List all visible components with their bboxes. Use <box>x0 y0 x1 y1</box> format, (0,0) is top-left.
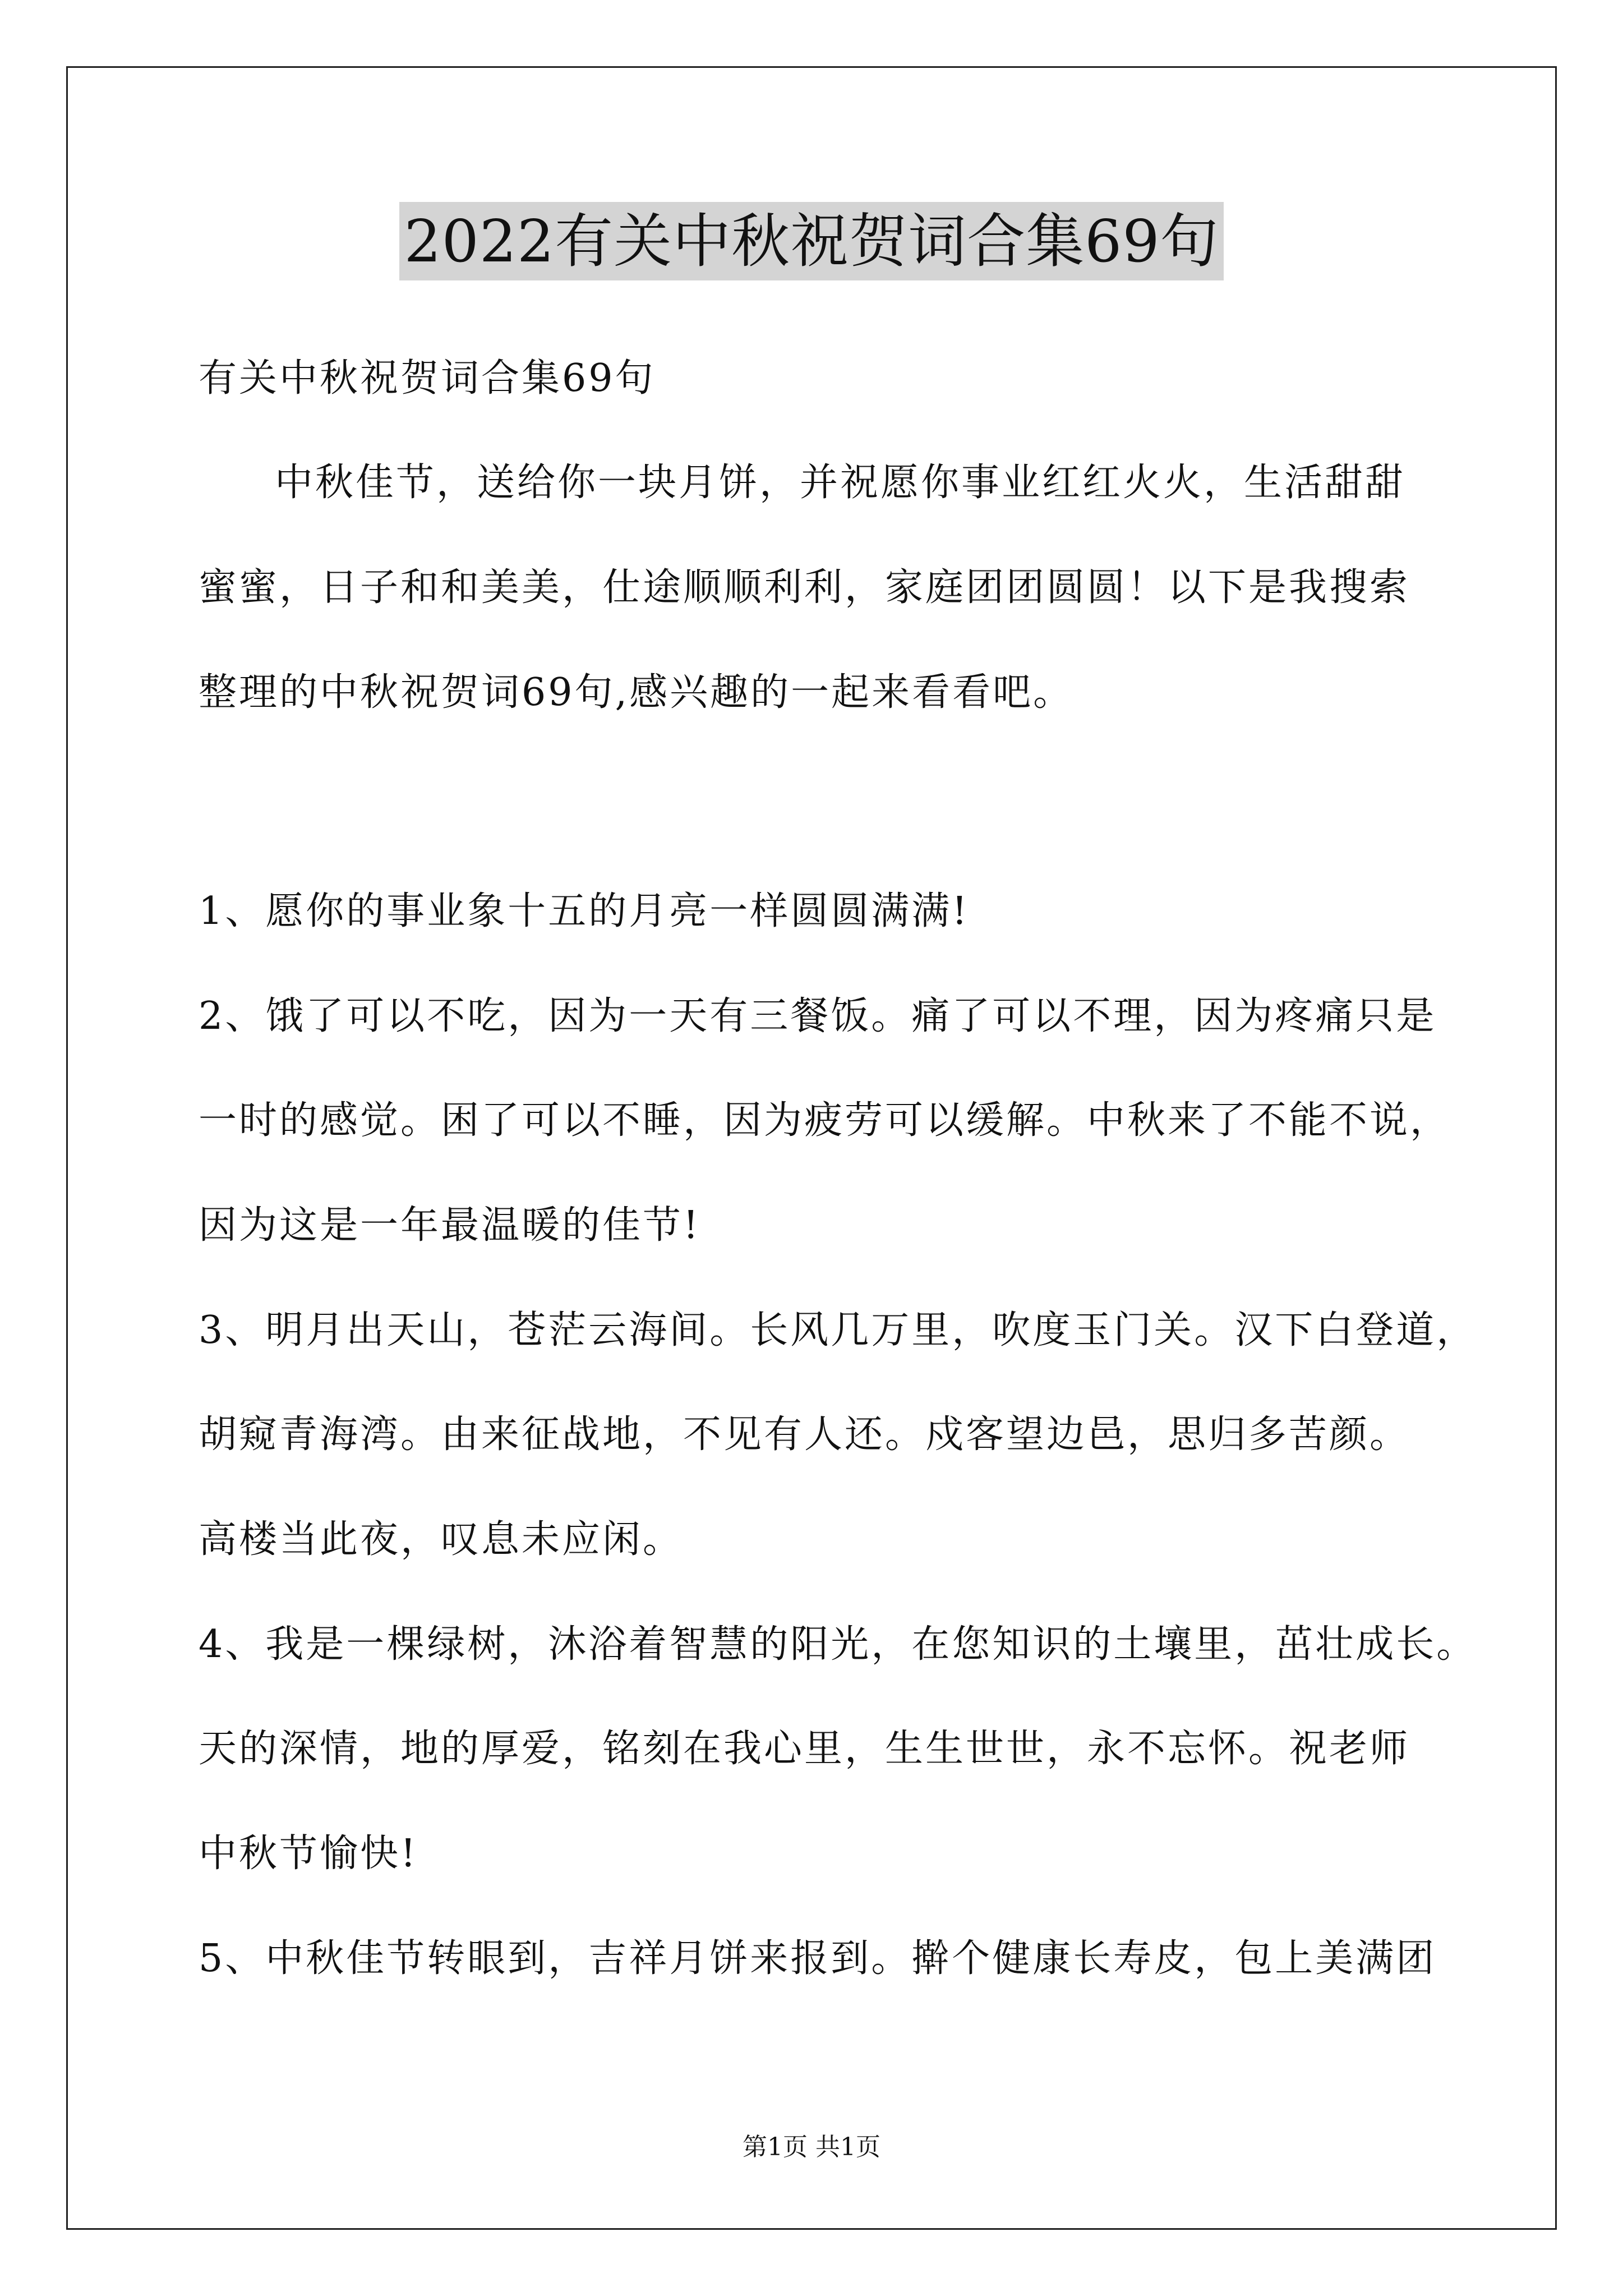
page-footer: 第1页 共1页 <box>743 2133 880 2161</box>
item-line: 5、中秋佳节转眼到，吉祥月饼来报到。擀个健康长寿皮，包上美满团 <box>199 1936 1437 1981</box>
item-line: 2、饿了可以不吃，因为一天有三餐饭。痛了可以不理，因为疼痛只是 <box>199 994 1437 1038</box>
item-line: 中秋节愉快! <box>199 1832 418 1876</box>
item-line: 一时的感觉。困了可以不睡，因为疲劳可以缓解。中秋来了不能不说， <box>199 1098 1451 1143</box>
intro-line: 蜜蜜，日子和和美美，仕途顺顺利利，家庭团团圆圆！以下是我搜索 <box>199 565 1410 610</box>
title-container <box>0 202 1623 280</box>
item-line: 1、愿你的事业象十五的月亮一样圆圆满满! <box>199 889 970 933</box>
document-subtitle: 有关中秋祝贺词合集69句 <box>199 356 656 401</box>
intro-line: 整理的中秋祝贺词69句,感兴趣的一起来看看吧。 <box>199 670 1074 715</box>
item-line: 4、我是一棵绿树，沐浴着智慧的阳光，在您知识的土壤里，茁壮成长。 <box>199 1622 1477 1667</box>
item-line: 因为这是一年最温暖的佳节! <box>199 1203 701 1248</box>
intro-line: 中秋佳节，送给你一块月饼，并祝愿你事业红红火火，生活甜甜 <box>275 461 1406 505</box>
item-line: 高楼当此夜，叹息未应闲。 <box>199 1517 684 1562</box>
item-line: 胡窥青海湾。由来征战地，不见有人还。戍客望边邑，思归多苦颜。 <box>199 1412 1410 1457</box>
item-line: 3、明月出天山，苍茫云海间。长风几万里，吹度玉门关。汉下白登道， <box>199 1308 1477 1352</box>
item-line: 天的深情，地的厚爱，铭刻在我心里，生生世世，永不忘怀。祝老师 <box>199 1727 1410 1771</box>
document-title: 2022有关中秋祝贺词合集69句 <box>399 202 1223 280</box>
